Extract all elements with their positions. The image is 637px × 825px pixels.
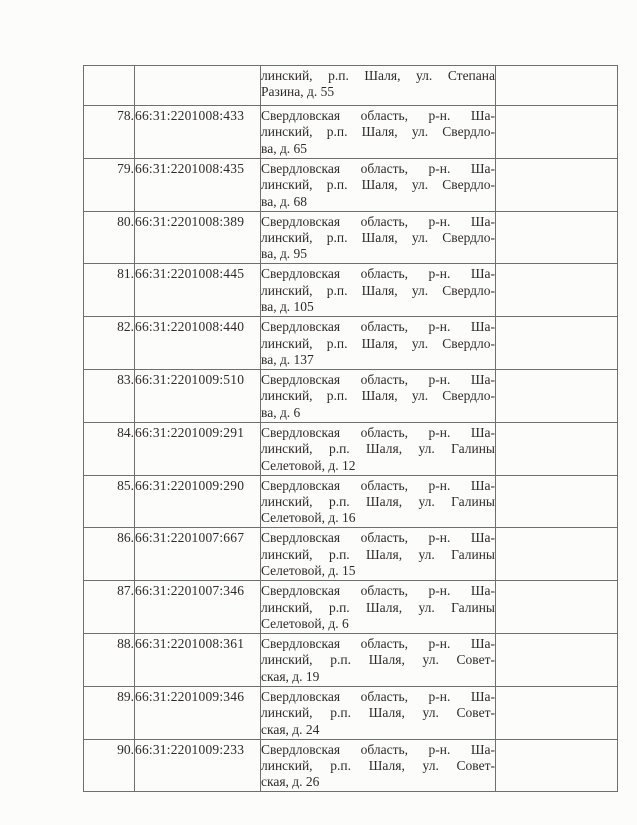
row-number-cell: 82. [84,317,135,370]
cadastral-number-cell: 66:31:2201008:440 [135,317,261,370]
address-line: линский, р.п. Шаля, ул. Степана [261,68,495,83]
table-row [84,686,618,739]
address-line: Свердловская область, р-н. Ша- [261,477,495,493]
empty-cell [496,739,618,792]
address-line: Селетовой, д. 15 [261,563,356,579]
address-line: Свердловская область, р-н. Ша- [261,108,495,123]
address-line: Свердловская область, р-н. Ша- [261,160,495,176]
address-line: Свердловская область, р-н. Ша- [261,371,495,387]
address-line: ва, д. 65 [261,140,308,156]
empty-cell [496,475,618,528]
address-cell [261,633,496,686]
address-cell [261,528,496,581]
address-line: ва, д. 105 [261,299,314,315]
address-line: линский, р.п. Шаля, ул. Совет- [261,757,495,773]
row-number-cell: 90. [84,739,135,792]
address-line: Селетовой, д. 16 [261,510,356,526]
empty-cell [496,581,618,634]
empty-cell [496,66,618,106]
table-row [84,66,618,106]
cadastral-number-cell: 66:31:2201008:435 [135,158,261,211]
address-cell [261,158,496,211]
address-line: Свердловская область, р-н. Ша- [261,213,495,229]
empty-cell [496,528,618,581]
empty-cell [496,633,618,686]
address-line: ская, д. 26 [261,774,320,790]
cadastral-number-cell: 66:31:2201009:233 [135,739,261,792]
empty-cell [496,317,618,370]
empty-cell [496,686,618,739]
address-cell [261,106,496,159]
table-row [84,106,618,159]
cadastral-table [83,65,618,792]
table-row [84,317,618,370]
row-number-cell: 80. [84,211,135,264]
row-number-cell: 89. [84,686,135,739]
cadastral-number-cell: 66:31:2201009:346 [135,686,261,739]
address-line: линский, р.п. Шаля, ул. Свердло- [261,124,495,140]
address-line: ская, д. 24 [261,721,320,737]
address-line: линский, р.п. Шаля, ул. Совет- [261,652,495,668]
address-line: Свердловская область, р-н. Ша- [261,741,495,757]
address-cell [261,739,496,792]
row-number-cell: 86. [84,528,135,581]
row-number-cell: 87. [84,581,135,634]
address-cell [261,317,496,370]
address-line: линский, р.п. Шаля, ул. Свердло- [261,335,495,351]
row-number-cell: 88. [84,633,135,686]
empty-cell [496,264,618,317]
address-line: Свердловская область, р-н. Ша- [261,635,495,651]
address-cell [261,422,496,475]
address-line: линский, р.п. Шаля, ул. Свердло- [261,282,495,298]
address-line: Свердловская область, р-н. Ша- [261,583,495,599]
row-number-cell [84,66,135,106]
address-line: Разина, д. 55 [261,84,335,100]
address-line: Свердловская область, р-н. Ша- [261,424,495,440]
table-row [84,422,618,475]
cadastral-number-cell [135,66,261,106]
address-line: линский, р.п. Шаля, ул. Галины [261,546,495,562]
cadastral-number-cell: 66:31:2201008:361 [135,633,261,686]
cadastral-table-body [84,66,618,792]
table-row [84,528,618,581]
table-row [84,633,618,686]
empty-cell [496,422,618,475]
address-line: ва, д. 68 [261,193,308,209]
address-cell [261,581,496,634]
row-number-cell: 81. [84,264,135,317]
address-line: ва, д. 137 [261,352,314,367]
address-line: линский, р.п. Шаля, ул. Совет- [261,705,495,721]
row-number-cell: 78. [84,106,135,159]
address-line: линский, р.п. Шаля, ул. Галины [261,599,495,615]
row-number-cell: 84. [84,422,135,475]
empty-cell [496,369,618,422]
empty-cell [496,106,618,159]
address-line: ская, д. 19 [261,668,320,684]
cadastral-number-cell: 66:31:2201008:389 [135,211,261,264]
address-line: линский, р.п. Шаля, ул. Свердло- [261,230,495,245]
address-line: ва, д. 95 [261,246,308,262]
row-number-cell: 79. [84,158,135,211]
address-line: Свердловская область, р-н. Ша- [261,530,495,546]
address-line: линский, р.п. Шаля, ул. Галины [261,441,495,457]
row-number-cell: 85. [84,475,135,528]
table-row [84,475,618,528]
address-cell [261,264,496,317]
table-row [84,581,618,634]
cadastral-number-cell: 66:31:2201007:346 [135,581,261,634]
cadastral-number-cell: 66:31:2201009:510 [135,369,261,422]
cadastral-number-cell: 66:31:2201009:290 [135,475,261,528]
address-cell [261,369,496,422]
address-cell [261,686,496,739]
cadastral-number-cell: 66:31:2201008:445 [135,264,261,317]
cadastral-number-cell: 66:31:2201007:667 [135,528,261,581]
address-line: Свердловская область, р-н. Ша- [261,319,495,335]
cadastral-number-cell: 66:31:2201008:433 [135,106,261,159]
table-row [84,158,618,211]
address-line: Свердловская область, р-н. Ша- [261,688,495,704]
empty-cell [496,158,618,211]
empty-cell [496,211,618,264]
row-number-cell: 83. [84,369,135,422]
table-row [84,211,618,264]
table-row [84,369,618,422]
cadastral-number-cell: 66:31:2201009:291 [135,422,261,475]
table-row [84,264,618,317]
address-line: Селетовой, д. 6 [261,615,349,631]
address-line: ва, д. 6 [261,404,301,420]
address-line: линский, р.п. Шаля, ул. Свердло- [261,388,495,404]
address-cell [261,211,496,264]
address-line: Свердловская область, р-н. Ша- [261,266,495,282]
address-cell [261,66,496,106]
address-cell [261,475,496,528]
address-line: линский, р.п. Шаля, ул. Галины [261,493,495,509]
address-line: линский, р.п. Шаля, ул. Свердло- [261,177,495,193]
address-line: Селетовой, д. 12 [261,457,356,473]
table-row [84,739,618,792]
